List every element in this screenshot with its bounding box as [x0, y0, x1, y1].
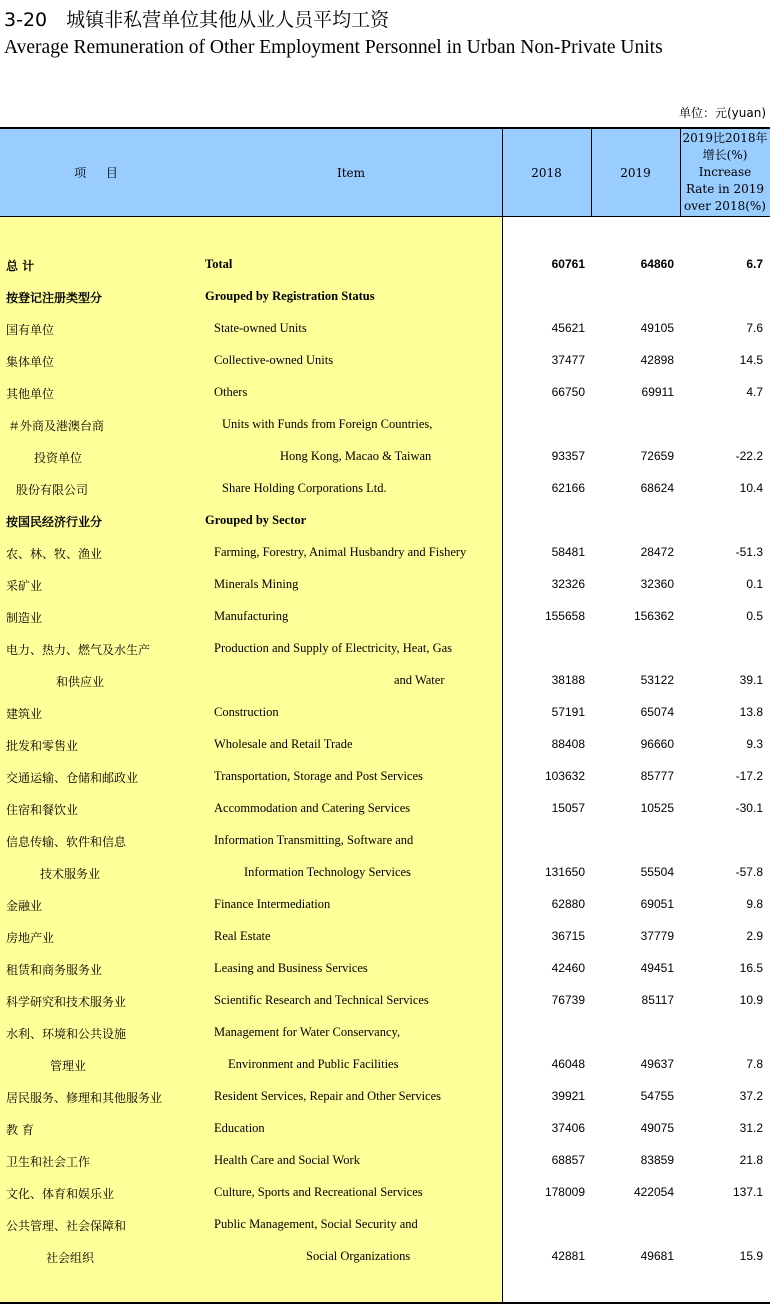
row-label-en: State-owned Units: [214, 321, 307, 335]
row-label-en: Management for Water Conservancy,: [214, 1025, 401, 1039]
row-label-en: Others: [214, 385, 248, 399]
row-label-cn: 国有单位: [6, 323, 55, 337]
row-label-en: Total: [205, 257, 233, 271]
table-row: [0, 895, 770, 915]
value-rate: 6.7: [746, 257, 763, 271]
row-label-cn: 金融业: [6, 899, 43, 913]
table-row: [0, 927, 770, 947]
value-2019: 10525: [640, 801, 674, 815]
header-rate-line: Increase: [698, 165, 752, 179]
value-2019: 156362: [633, 609, 674, 623]
table-row: [0, 319, 770, 339]
value-2019: 83859: [640, 1153, 674, 1167]
value-rate: 9.8: [746, 897, 763, 911]
table-row: [0, 287, 770, 307]
header-rate: [680, 129, 770, 216]
row-label-cn: 文化、体育和娱乐业: [6, 1187, 115, 1201]
row-label-cn: 电力、热力、燃气及水生产: [6, 643, 151, 657]
value-2018: 39921: [551, 1089, 585, 1103]
header-rate-line: over 2018(%): [684, 199, 766, 213]
row-label-cn: 房地产业: [6, 931, 55, 945]
table-row: [0, 479, 770, 499]
value-2019: 49105: [640, 321, 674, 335]
value-rate: 10.4: [739, 481, 763, 495]
value-2018: 42881: [551, 1249, 585, 1263]
value-rate: 37.2: [739, 1089, 763, 1103]
item-column-background: [0, 217, 502, 1302]
value-2019: 37779: [640, 929, 674, 943]
value-2019: 72659: [640, 449, 674, 463]
value-2019: 65074: [640, 705, 674, 719]
table-row: [0, 991, 770, 1011]
value-2019: 85777: [640, 769, 674, 783]
value-rate: -57.8: [735, 865, 763, 879]
row-label-cn: 按登记注册类型分: [6, 291, 103, 305]
table-row: [0, 831, 770, 851]
row-label-cn: 信息传输、软件和信息: [6, 835, 127, 849]
value-2018: 103632: [544, 769, 585, 783]
value-2018: 68857: [551, 1153, 585, 1167]
value-2018: 57191: [551, 705, 585, 719]
row-label-cn: 居民服务、修理和其他服务业: [6, 1091, 163, 1105]
row-label-en: Environment and Public Facilities: [228, 1057, 399, 1071]
value-2019: 96660: [640, 737, 674, 751]
row-label-cn: 采矿业: [6, 579, 43, 593]
value-2018: 32326: [551, 577, 585, 591]
value-2019: 53122: [640, 673, 674, 687]
row-label-en: Scientific Research and Technical Services: [214, 993, 429, 1007]
row-label-en: Resident Services, Repair and Other Services: [214, 1089, 442, 1103]
row-label-cn: 建筑业: [6, 707, 43, 721]
header-2019: 2019: [620, 165, 651, 180]
value-2018: 38188: [551, 673, 585, 687]
header-item-en: Item: [336, 165, 366, 180]
value-rate: 15.9: [739, 1249, 763, 1263]
row-label-en: Public Management, Social Security and: [214, 1217, 418, 1231]
value-2018: 60761: [551, 257, 585, 271]
row-label-cn: 农、林、牧、渔业: [6, 547, 103, 561]
row-label-cn: 教 育: [6, 1123, 34, 1137]
column-divider: [591, 129, 592, 216]
table-row: [0, 1087, 770, 1107]
row-label-cn: 制造业: [6, 611, 43, 625]
header-2018: 2018: [531, 165, 562, 180]
row-label-en: Culture, Sports and Recreational Services: [214, 1185, 423, 1199]
table-row: [0, 1183, 770, 1203]
row-label-cn: 水利、环境和公共设施: [6, 1027, 127, 1041]
table-row: [0, 1119, 770, 1139]
row-label-en: Leasing and Business Services: [214, 961, 368, 975]
row-label-en: Real Estate: [214, 929, 271, 943]
row-label-cn: 住宿和餐饮业: [6, 803, 79, 817]
row-label-cn: 技术服务业: [40, 867, 101, 881]
table-row: [0, 1055, 770, 1075]
row-label-cn: 卫生和社会工作: [6, 1155, 91, 1169]
value-rate: -51.3: [735, 545, 763, 559]
value-2018: 178009: [544, 1185, 585, 1199]
row-label-cn: 租赁和商务服务业: [6, 963, 103, 977]
value-2019: 55504: [640, 865, 674, 879]
value-2019: 49637: [640, 1057, 674, 1071]
row-label-en: Grouped by Registration Status: [205, 289, 375, 303]
value-rate: -30.1: [735, 801, 763, 815]
value-2018: 155658: [544, 609, 585, 623]
table-row: [0, 735, 770, 755]
value-rate: 39.1: [739, 673, 763, 687]
value-rate: 21.8: [739, 1153, 763, 1167]
value-2019: 64860: [640, 257, 674, 271]
table-title-cn: 3-20 城镇非私营单位其他从业人员平均工资: [4, 9, 390, 31]
row-label-en: Information Transmitting, Software and: [214, 833, 414, 847]
row-label-cn: 公共管理、社会保障和: [6, 1219, 127, 1233]
row-label-cn: 社会组织: [46, 1251, 95, 1265]
row-label-en: Social Organizations: [306, 1249, 411, 1263]
table-row: [0, 255, 770, 275]
value-2018: 36715: [551, 929, 585, 943]
row-label-en: Education: [214, 1121, 265, 1135]
value-2019: 49075: [640, 1121, 674, 1135]
header-rate-line: 2019比2018年: [682, 131, 768, 145]
table-row: [0, 639, 770, 659]
table-row: [0, 351, 770, 371]
value-2018: 62880: [551, 897, 585, 911]
value-2018: 46048: [551, 1057, 585, 1071]
table-row: [0, 1215, 770, 1235]
row-label-en: Construction: [214, 705, 279, 719]
row-label-cn: 其他单位: [6, 387, 55, 401]
row-label-cn: 总 计: [6, 259, 35, 273]
header-rate-line: Rate in 2019: [685, 182, 765, 196]
table-row: [0, 1247, 770, 1267]
value-rate: -22.2: [735, 449, 763, 463]
value-2019: 422054: [633, 1185, 674, 1199]
column-divider: [680, 129, 681, 216]
value-2019: 49451: [640, 961, 674, 975]
value-2018: 42460: [551, 961, 585, 975]
row-label-en: Minerals Mining: [214, 577, 299, 591]
row-label-cn: 科学研究和技术服务业: [6, 995, 127, 1009]
table-row: [0, 671, 770, 691]
table-row: [0, 799, 770, 819]
value-2019: 32360: [640, 577, 674, 591]
row-label-en: Farming, Forestry, Animal Husbandry and Fishery: [214, 545, 467, 559]
value-2019: 49681: [640, 1249, 674, 1263]
value-2018: 76739: [551, 993, 585, 1007]
table-row: [0, 863, 770, 883]
row-label-en: Grouped by Sector: [205, 513, 307, 527]
table-row: [0, 383, 770, 403]
row-label-cn: 投资单位: [34, 451, 83, 465]
value-2019: 85117: [641, 993, 674, 1007]
table-title-en: Average Remuneration of Other Employment Personnel in Urban Non-Private Units: [4, 37, 663, 58]
row-label-cn: 管理业: [50, 1059, 87, 1073]
row-label-cn: 和供应业: [56, 675, 105, 689]
table-row: [0, 543, 770, 563]
value-2019: 54755: [640, 1089, 674, 1103]
value-rate: 137.1: [732, 1185, 763, 1199]
row-label-cn: ＃外商及港澳台商: [8, 419, 105, 433]
row-label-en: Collective-owned Units: [214, 353, 334, 367]
row-label-en: Production and Supply of Electricity, Heat, Gas: [214, 641, 453, 655]
value-2018: 88408: [551, 737, 585, 751]
row-label-en: Finance Intermediation: [214, 897, 331, 911]
value-2018: 58481: [551, 545, 585, 559]
row-label-cn: 按国民经济行业分: [6, 515, 103, 529]
table-row: [0, 511, 770, 531]
table-row: [0, 767, 770, 787]
row-label-en: Accommodation and Catering Services: [214, 801, 411, 815]
value-2019: 42898: [640, 353, 674, 367]
value-2018: 45621: [551, 321, 585, 335]
value-rate: 16.5: [739, 961, 763, 975]
value-rate: 31.2: [739, 1121, 763, 1135]
header-rate-line: 增长(%): [702, 148, 748, 162]
row-label-en: and Water: [394, 673, 445, 687]
unit-label: 单位：元(yuan): [678, 106, 766, 120]
value-2019: 28472: [640, 545, 674, 559]
table-row: [0, 575, 770, 595]
value-2018: 15057: [551, 801, 585, 815]
value-rate: 2.9: [746, 929, 763, 943]
value-2018: 93357: [551, 449, 585, 463]
row-label-en: Share Holding Corporations Ltd.: [222, 481, 387, 495]
table-row: [0, 959, 770, 979]
value-2019: 69911: [641, 385, 674, 399]
value-rate: 9.3: [746, 737, 763, 751]
value-rate: 14.5: [739, 353, 763, 367]
value-2018: 62166: [551, 481, 585, 495]
value-rate: 7.8: [746, 1057, 763, 1071]
value-rate: 0.1: [746, 577, 763, 591]
value-rate: 7.6: [746, 321, 763, 335]
row-label-en: Units with Funds from Foreign Countries,: [222, 417, 433, 431]
row-label-en: Health Care and Social Work: [214, 1153, 360, 1167]
header-item-cn: 项 目: [74, 166, 126, 180]
bottom-rule: [0, 1302, 770, 1304]
value-2018: 37477: [551, 353, 585, 367]
value-2018: 37406: [551, 1121, 585, 1135]
table-row: [0, 607, 770, 627]
table-row: [0, 1151, 770, 1171]
row-label-cn: 交通运输、仓储和邮政业: [6, 771, 139, 785]
table-row: [0, 447, 770, 467]
row-label-en: Information Technology Services: [244, 865, 411, 879]
table-row: [0, 703, 770, 723]
row-label-en: Wholesale and Retail Trade: [214, 737, 353, 751]
row-label-en: Hong Kong, Macao & Taiwan: [280, 449, 432, 463]
value-2019: 69051: [640, 897, 674, 911]
value-rate: 0.5: [746, 609, 763, 623]
value-2018: 131650: [544, 865, 585, 879]
row-label-cn: 集体单位: [6, 355, 55, 369]
row-label-cn: 批发和零售业: [6, 739, 79, 753]
row-label-en: Transportation, Storage and Post Services: [214, 769, 423, 783]
value-rate: -17.2: [735, 769, 763, 783]
row-label-en: Manufacturing: [214, 609, 289, 623]
value-2019: 68624: [640, 481, 674, 495]
value-rate: 10.9: [739, 993, 763, 1007]
value-rate: 13.8: [739, 705, 763, 719]
value-2018: 66750: [551, 385, 585, 399]
value-rate: 4.7: [746, 385, 763, 399]
table-row: [0, 415, 770, 435]
table-row: [0, 1023, 770, 1043]
row-label-cn: 股份有限公司: [16, 483, 89, 497]
